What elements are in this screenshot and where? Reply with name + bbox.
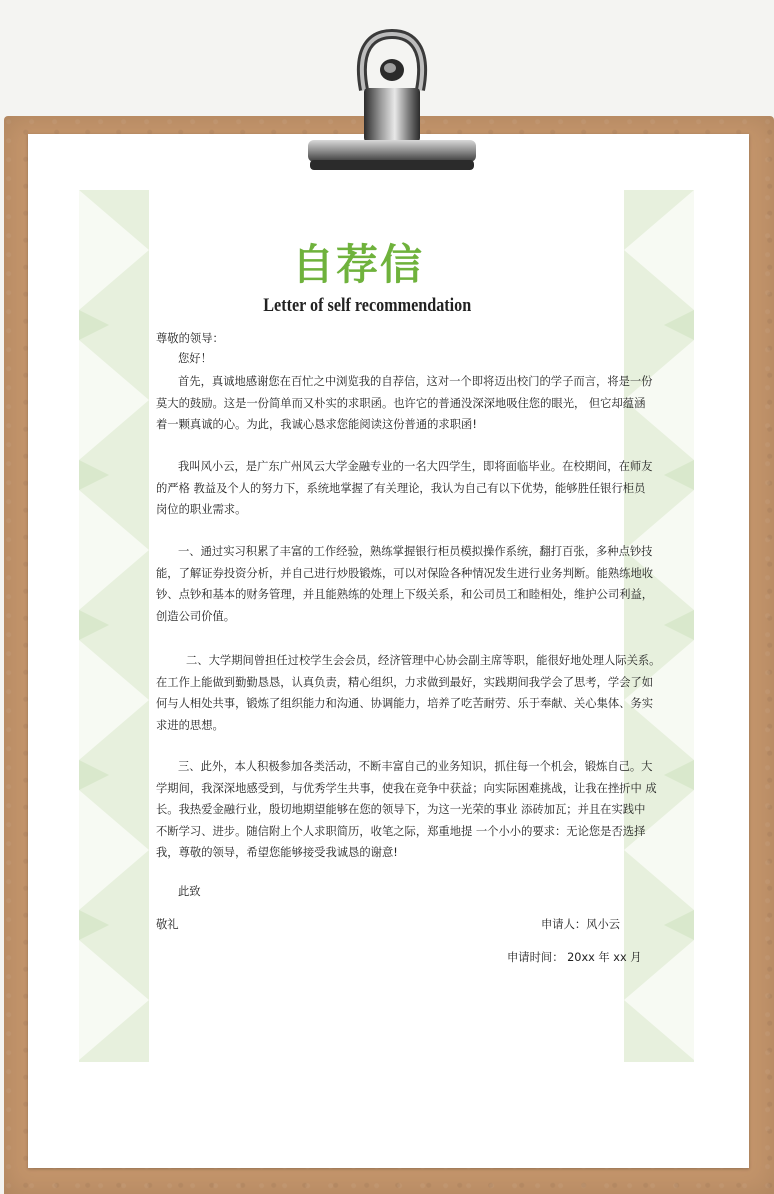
paragraph-2-line: 岗位的职业需求。 [156, 503, 247, 516]
paragraph-4-line: 求进的思想。 [156, 719, 224, 732]
closing-line-2: 敬礼 [156, 918, 179, 931]
paragraph-5-line: 我，尊敬的领导，希望您能够接受我诚恳的谢意! [156, 846, 398, 859]
paragraph-4-line: 二、大学期间曾担任过校学生会会员，经济管理中心协会副主席等职，能很好地处理人际关系。 [186, 654, 661, 667]
paragraph-2-line: 的严格 教益及个人的努力下，系统地掌握了有关理论，我认为自己有以下优势，能够胜任银行柜员 [156, 482, 646, 495]
paragraph-1-line: 莫大的鼓励。这是一份简单而又朴实的求职函。也许它的普通没深深地吸住您的眼光， 但它却蕴涵 [156, 397, 646, 410]
paragraph-1-line: 首先，真诚地感谢您在百忙之中浏览我的自荐信，这对一个即将迈出校门的学子而言，将是一份 [178, 375, 653, 388]
paragraph-3-line: 能，了解证券投资分析，并自己进行炒股锻炼，可以对保险各种情况发生进行业务判断。能熟练地收 [156, 567, 654, 580]
paragraph-5-line: 三、此外，本人积极参加各类活动，不断丰富自己的业务知识，抓住每一个机会，锻炼自己。大 [178, 760, 653, 773]
closing-line-1: 此致 [178, 885, 201, 898]
paragraph-4-line: 在工作上能做到勤勤恳恳，认真负责，精心组织，力求做到最好，实践期间我学会了思考，学会了如 [156, 676, 654, 689]
applicant-name: 申请人：风小云 [541, 918, 621, 931]
paragraph-5-line: 不断学习、进步。随信附上个人求职简历，收笔之际，郑重地提 一个小小的要求：无论您是否选择 [156, 825, 646, 838]
paragraph-2-line: 我叫风小云，是广东广州风云大学金融专业的一名大四学生，即将面临毕业。在校期间，在师友 [178, 460, 653, 473]
right-decorative-band [624, 190, 694, 1062]
application-date: 申请时间： 20xx 年 xx 月 [507, 951, 642, 964]
paragraph-4-line: 何与人相处共事，锻炼了组织能力和沟通、协调能力，培养了吃苦耐劳、乐于奉献、关心集体、务实 [156, 697, 654, 710]
paragraph-5-line: 学期间，我深深地感受到，与优秀学生共事，使我在竞争中获益；向实际困难挑战，让我在挫折中 成 [156, 782, 657, 795]
salutation: 尊敬的领导： [156, 332, 224, 345]
paragraph-1-line: 着一颗真诚的心。为此，我诚心恳求您能阅读这份普通的求职函! [156, 418, 477, 431]
paragraph-3-line: 创造公司价值。 [156, 610, 236, 623]
letter-title-chinese: 自荐信 [291, 240, 424, 289]
paragraph-3-line: 钞、点钞和基本的财务管理，并且能熟练的处理上下级关系，和公司员工和睦相处，维护公司利益， [156, 588, 654, 601]
letter-title-english: Letter of self recommendation [263, 295, 472, 316]
binder-clip-icon [306, 28, 478, 178]
greeting: 您好！ [178, 352, 212, 365]
paragraph-3-line: 一、通过实习积累了丰富的工作经验，熟练掌握银行柜员模拟操作系统，翻打百张，多种点钞技 [178, 545, 653, 558]
paragraph-5-line: 长。我热爱金融行业，殷切地期望能够在您的领导下，为这一光荣的事业 添砖加瓦；并且在实践中 [156, 803, 646, 816]
left-decorative-band [79, 190, 149, 1062]
